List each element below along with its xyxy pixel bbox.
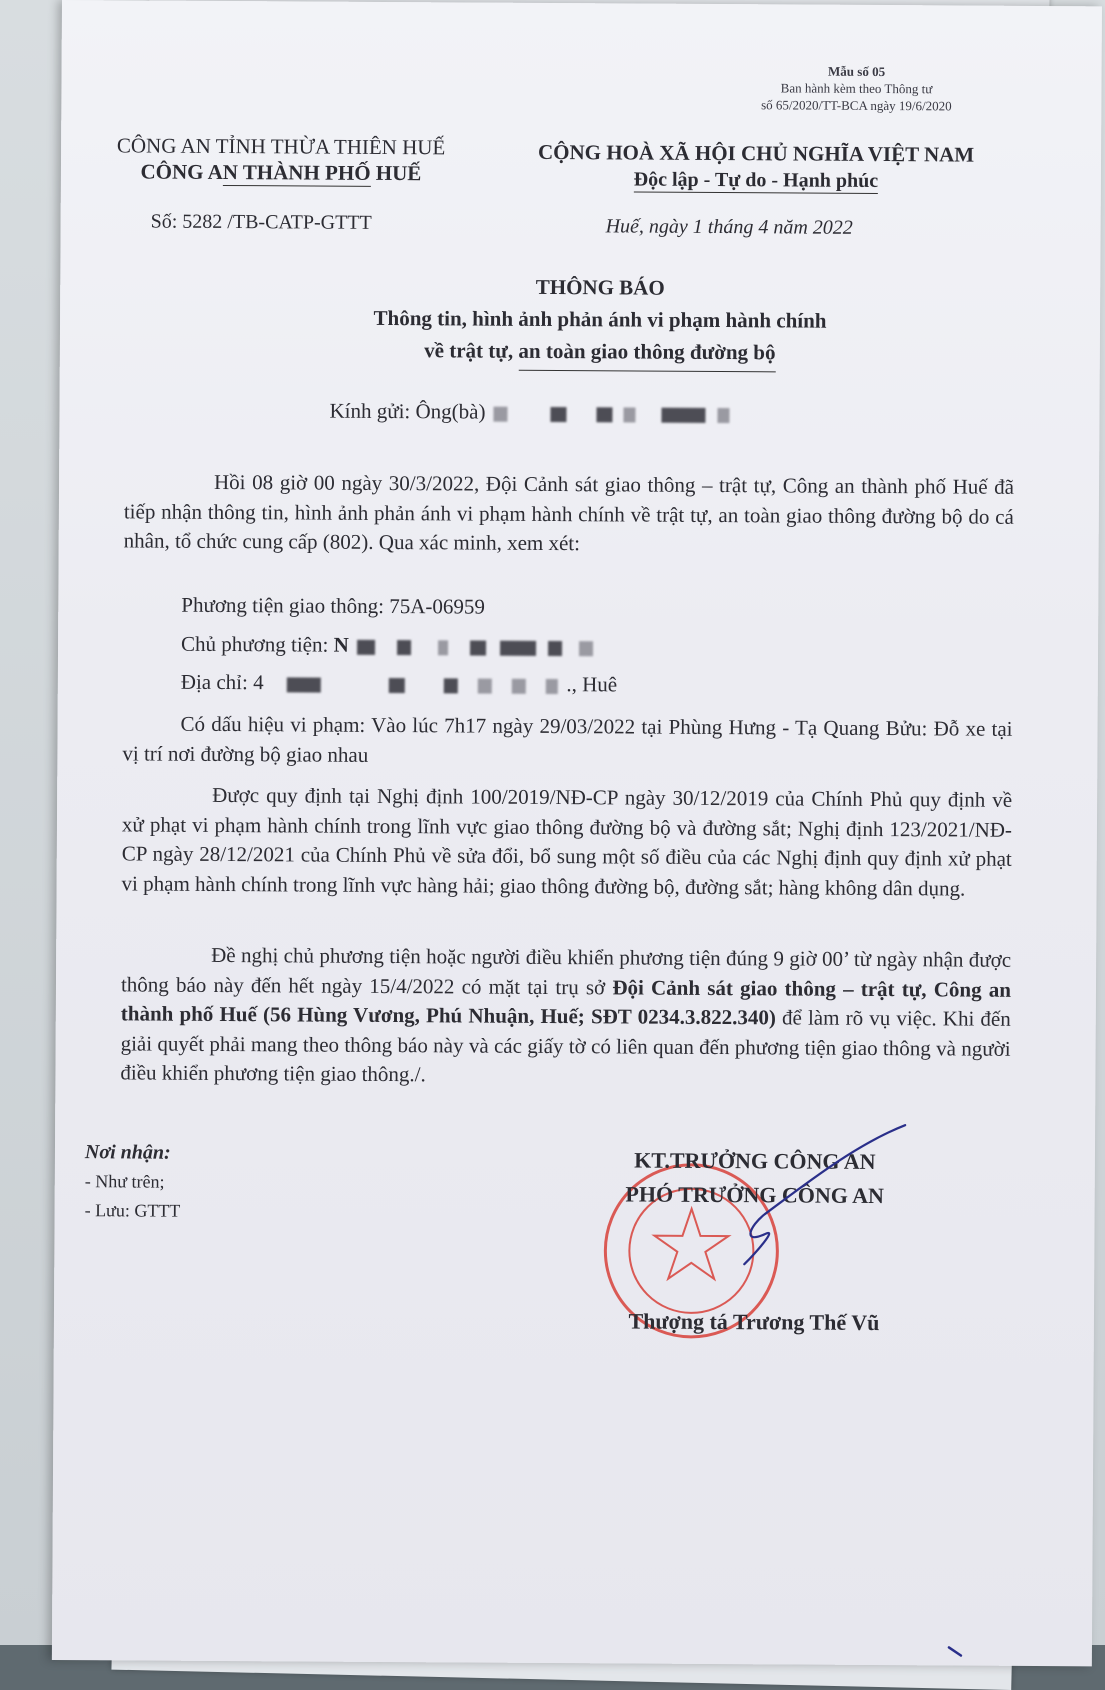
redacted-owner-block — [438, 640, 448, 655]
address-start: 4 — [253, 670, 264, 695]
document-number: Số: 5282 /TB-CATP-GTTT — [150, 210, 372, 234]
signature-stroke — [744, 1124, 905, 1265]
authority-unit-part3: HUẾ — [370, 160, 422, 186]
address-label: Địa chỉ: — [180, 669, 254, 695]
redacted-owner-block — [357, 640, 375, 655]
national-motto-text: Độc lập - Tự do - Hạnh phúc — [633, 168, 879, 192]
signature-title-line1: KT.TRƯỞNG CÔNG AN — [634, 1147, 876, 1174]
salutation — [329, 399, 732, 426]
address-end: ., Huê — [566, 672, 618, 697]
redacted-owner-block — [470, 640, 486, 655]
request-text-2: để làm rõ vụ việc. Khi đến giải quyết phải mang theo thông báo này và các giấy tờ có liên quan đến phương tiện giao thông và người điều khiển phương tiện giao thông./. — [120, 1005, 1011, 1087]
document-title — [210, 269, 991, 374]
redacted-name-block — [623, 407, 635, 422]
legal-basis-paragraph: Được quy định tại Nghị định 100/2019/NĐ-CP ngày 30/12/2019 của Chính Phủ quy định về xử phạt vi phạm hành chính trong lĩnh vực giao thông đường bộ và đường sắt; Nghị định 123/2021/NĐ-CP ngày 28/12/2021 của Chính Phủ về sửa đổi, bổ sung một số điều của các Nghị định quy định xử phạt vi phạm hành chính trong lĩnh vực hàng hải; giao thông đường bộ, đường sắt; hàng không dân dụng. — [121, 782, 1013, 901]
country-name: CỘNG HOÀ XÃ HỘI CHỦ NGHĨA VIỆT NAM — [537, 139, 975, 167]
address-field — [181, 670, 617, 698]
vehicle-plate: 75A-06959 — [389, 594, 486, 619]
document-date: Huế, ngày 1 tháng 4 năm 2022 — [605, 215, 853, 239]
recipient-item: - Lưu: GTTT — [84, 1200, 181, 1221]
national-motto — [501, 166, 1011, 196]
request-location: Đội Cảnh sát giao thông – trật tự, Công an thành phố Huế (56 Hùng Vương, Phú Nhuận, Huế; SĐT 0234.3.822.340) — [120, 974, 1012, 1030]
owner-label: Chủ phương tiện: — [180, 631, 334, 657]
intro-paragraph: Hồi 08 giờ 00 ngày 30/3/2022, Đội Cảnh sát giao thông – trật tự, Công an thành phố Huế đã tiếp nhận thông tin, hình ảnh phản ánh vi phạm hành chính về trật tự, an toàn giao thông đường bộ do cá nhân, tổ chức cung cấp (802). Qua xác minh, xem xét: — [123, 469, 1015, 556]
handwritten-signature — [654, 1104, 915, 1286]
redacted-address-block — [546, 679, 558, 694]
redacted-address-block — [287, 677, 321, 692]
redacted-owner-block — [500, 640, 536, 655]
owner-field — [181, 632, 596, 660]
owner-initial: N — [333, 632, 349, 657]
authority-unit — [91, 158, 471, 186]
vehicle-field — [181, 593, 485, 620]
title-subtitle-2 — [210, 333, 990, 374]
redacted-name-block — [596, 407, 612, 422]
title-subtitle-1: Thông tin, hình ảnh phản ánh vi phạm hành chính — [373, 305, 827, 333]
authority-unit-part1: CÔNG A — [140, 159, 223, 184]
vehicle-label: Phương tiện giao thông: — [181, 592, 390, 619]
recipient-item: - Như trên; — [84, 1171, 165, 1192]
violation-paragraph: Có dấu hiệu vi phạm: Vào lúc 7h17 ngày 29/03/2022 tại Phùng Hưng - Tạ Quang Bửu: Đỗ xe tại vị trí nơi đường bộ giao nhau — [122, 711, 1013, 767]
title-main: THÔNG BÁO — [535, 274, 665, 300]
form-reference — [706, 62, 1006, 115]
recipients-list — [85, 1138, 181, 1226]
signer-name: Thượng tá Trương Thế Vũ — [628, 1308, 880, 1336]
recipients-heading: Nơi nhận: — [84, 1141, 171, 1164]
salutation-text: Kính gửi: Ông(bà) — [329, 398, 486, 424]
title-subtitle-2b: an toàn giao thông đường bộ — [518, 335, 775, 373]
redacted-address-block — [443, 678, 457, 693]
notice-document — [52, 0, 1102, 1666]
signature-title-line2: PHÓ TRƯỞNG CÔNG AN — [625, 1181, 885, 1209]
redacted-name-block — [662, 407, 706, 422]
request-paragraph — [120, 940, 1011, 1093]
redacted-owner-block — [397, 640, 411, 655]
authority-unit-part2: N THÀNH PHỐ — [222, 159, 371, 185]
form-reference-line2: số 65/2020/TT-BCA ngày 19/6/2020 — [761, 97, 952, 114]
redacted-name-block — [717, 408, 729, 423]
redacted-address-block — [512, 678, 526, 693]
redacted-name-block — [550, 407, 566, 422]
title-subtitle-2a: về trật tự, — [424, 338, 519, 363]
redacted-address-block — [389, 678, 405, 693]
ink-mark — [947, 1645, 967, 1657]
redacted-owner-block — [548, 641, 562, 656]
request-text-1: Đề nghị chủ phương tiện hoặc người điều khiển phương tiện đúng 9 giờ 00’ từ ngày nhận được thông báo này đến hết ngày 15/4/2022 có mặt tại trụ sở — [120, 942, 1012, 999]
authority-parent: CÔNG AN TỈNH THỪA THIÊN HUẾ — [116, 133, 446, 160]
national-header — [501, 139, 1011, 196]
issuing-authority — [91, 132, 471, 186]
redacted-name-block — [494, 406, 508, 421]
form-number: Mẫu số 05 — [828, 63, 886, 80]
form-reference-line1: Ban hành kèm theo Thông tư — [780, 80, 933, 97]
redacted-address-block — [478, 678, 492, 693]
redacted-owner-block — [579, 641, 593, 656]
